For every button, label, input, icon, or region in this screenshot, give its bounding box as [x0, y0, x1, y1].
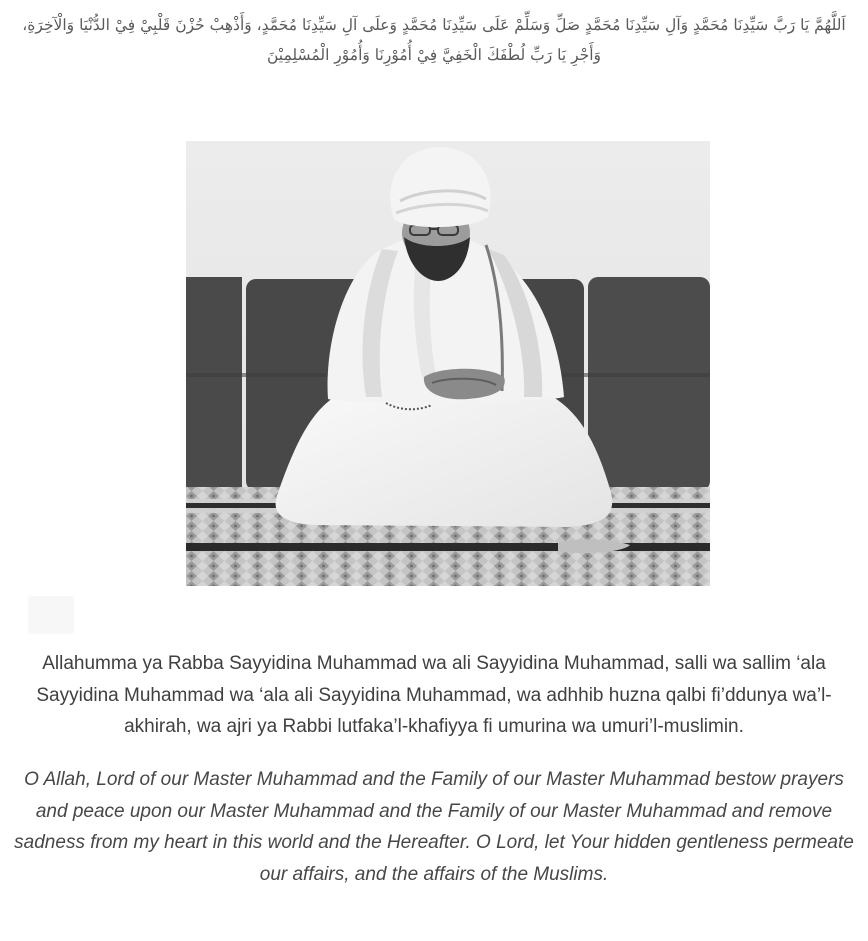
- dua-translation: O Allah, Lord of our Master Muhammad and the Family of our Master Muhammad bestow prayers and peace upon our Master Muhammad and the Family of our Master Muhammad and remove sadness from my heart in this world and the Hereafter. O Lord, let Your hidden gentleness permeate our affairs, and the affairs of the Muslims.: [14, 769, 854, 885]
- scholar-photo: [186, 141, 710, 586]
- share-placeholder: [28, 596, 74, 634]
- dua-transliteration: Allahumma ya Rabba Sayyidina Muhammad wa ali Sayyidina Muhammad, salli wa sallim ‘ala Sayyidina Muhammad wa ‘ala ali Sayyidina Muhammad, wa adhhib huzna qalbi fi’ddunya wa’l-akhirah, wa ajri ya Rabbi lutfaka’l-khafiyya fi umurina wa umuri’l-muslimin.: [36, 653, 832, 737]
- arabic-dua-text: اَللَّهُمَّ يَا رَبَّ سَيِّدِنَا مُحَمَّدٍ وَآلِ سَيِّدِنَا مُحَمَّدٍ صَلِّ وَسَلِّمْ عَلَى سَيِّدِنَا مُحَمَّدٍ وَعلَى آلِ سَيِّدِنَا مُحَمَّدٍ، وَأَذْهِبْ حُزْنَ قَلْبِيْ فِيْ الدُّنْيَا وَالْآخِرَةِ، وَأَجْرِ يَا رَبِّ لُطْفَكَ الْخَفِيَّ فِيْ أُمُوْرِنَا وَأُمُوْرِ الْمُسْلِمِيْنَ: [22, 16, 846, 64]
